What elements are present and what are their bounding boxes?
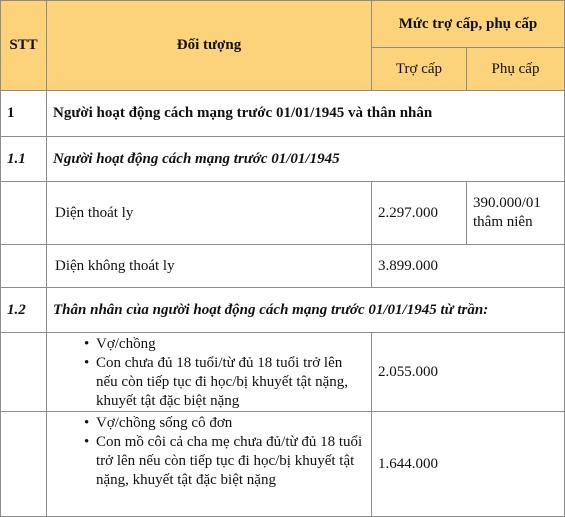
row-doi-tuong bbox=[47, 412, 372, 517]
row-doi-tuong: Thân nhân của người hoạt động cách mạng trước 01/01/1945 từ trần: bbox=[47, 288, 565, 333]
list-item: • Vợ/chồng bbox=[96, 335, 365, 354]
row-tro-cap: 3.899.000 bbox=[372, 245, 565, 288]
bullet-list bbox=[53, 335, 365, 411]
row-doi-tuong: Người hoạt động cách mạng trước 01/01/1945 bbox=[47, 137, 565, 182]
row-tro-cap: 1.644.000 bbox=[372, 412, 565, 517]
header-muc-tro-cap: Mức trợ cấp, phụ cấp bbox=[372, 1, 565, 48]
row-doi-tuong: Người hoạt động cách mạng trước 01/01/1945 và thân nhân bbox=[47, 91, 565, 137]
header-phu-cap: Phụ cấp bbox=[467, 48, 565, 91]
header-doi-tuong: Đối tượng bbox=[47, 1, 372, 91]
row-stt bbox=[1, 182, 47, 245]
row-tro-cap: 2.055.000 bbox=[372, 333, 565, 412]
row-stt: 1 bbox=[1, 91, 47, 137]
table-row bbox=[1, 333, 565, 412]
table-row bbox=[1, 245, 565, 288]
row-stt bbox=[1, 412, 47, 517]
row-phu-cap: 390.000/01 thâm niên bbox=[467, 182, 565, 245]
row-stt: 1.2 bbox=[1, 288, 47, 333]
table-row bbox=[1, 182, 565, 245]
row-tro-cap: 2.297.000 bbox=[372, 182, 467, 245]
table-row bbox=[1, 91, 565, 137]
bullet-list bbox=[53, 414, 365, 490]
row-stt: 1.1 bbox=[1, 137, 47, 182]
table-row bbox=[1, 288, 565, 333]
list-item: • Con mồ côi cả cha mẹ chưa đủ/từ đủ 18 tuổi trở lên nếu còn tiếp tục đi học/bị khuyết tật nặng, khuyết tật đặc biệt nặng bbox=[96, 433, 365, 490]
row-doi-tuong: Diện không thoát ly bbox=[47, 245, 372, 288]
header-tro-cap: Trợ cấp bbox=[372, 48, 467, 91]
table-row bbox=[1, 412, 565, 517]
row-stt bbox=[1, 333, 47, 412]
list-item: • Con chưa đủ 18 tuổi/từ đủ 18 tuổi trở lên nếu còn tiếp tục đi học/bị khuyết tật nặng, khuyết tật đặc biệt nặng bbox=[96, 354, 365, 411]
row-stt bbox=[1, 245, 47, 288]
header-stt: STT bbox=[1, 1, 47, 91]
row-doi-tuong: Diện thoát ly bbox=[47, 182, 372, 245]
row-doi-tuong bbox=[47, 333, 372, 412]
table-row bbox=[1, 137, 565, 182]
list-item: • Vợ/chồng sống cô đơn bbox=[96, 414, 365, 433]
